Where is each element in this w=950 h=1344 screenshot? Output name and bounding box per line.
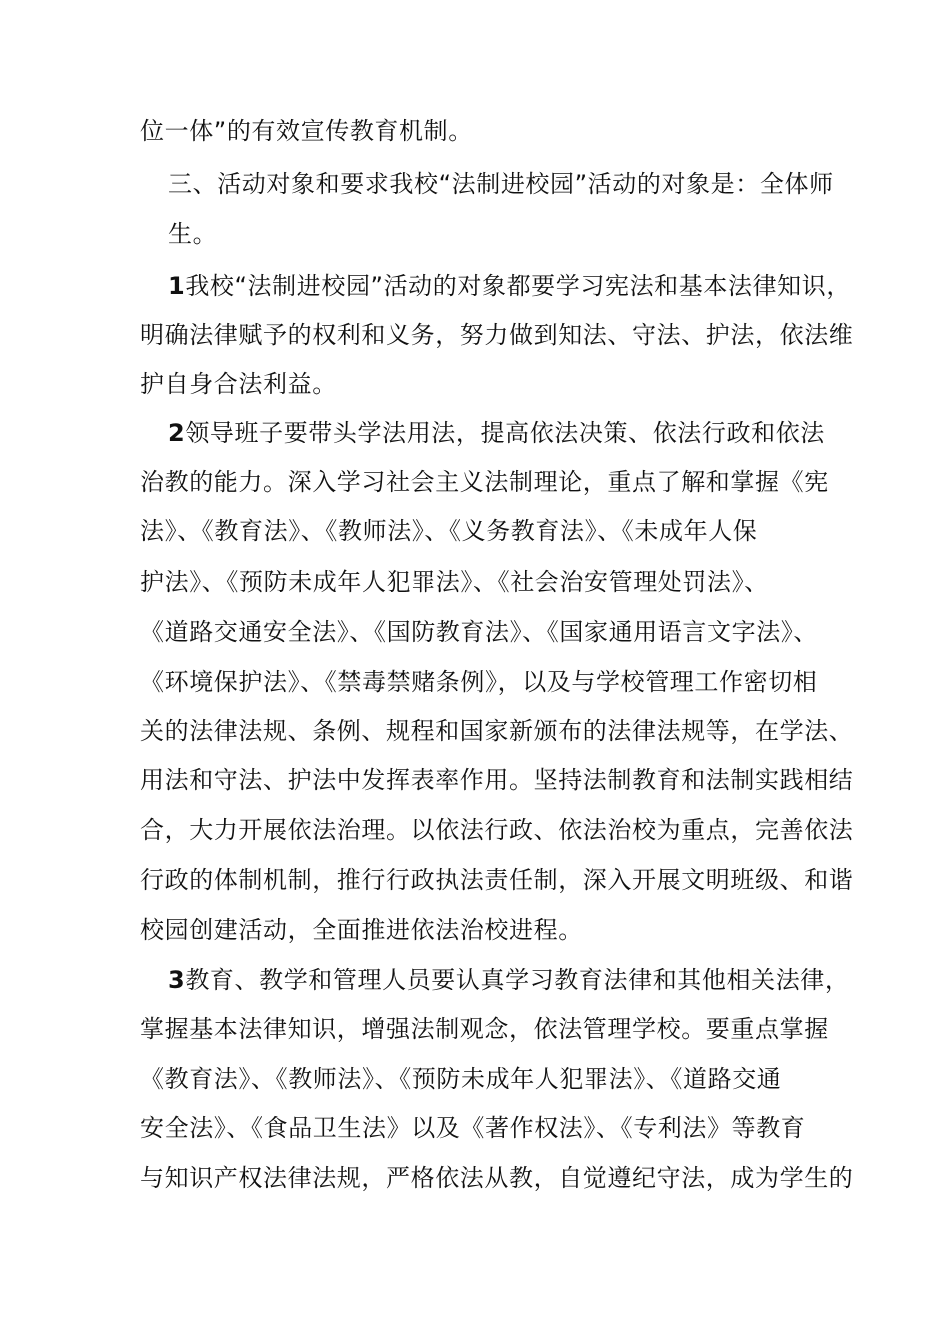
text-line: 位一体”的有效宣传教育机制。 xyxy=(140,117,473,145)
text-line: 行政的体制机制，推行行政执法责任制，深入开展文明班级、和谐 xyxy=(140,866,854,894)
item-number: 3 xyxy=(168,966,186,994)
text-line: 与知识产权法律法规，严格依法从教，自觉遵纪守法，成为学生的 xyxy=(140,1164,854,1192)
text-line: 教育、教学和管理人员要认真学习教育法律和其他相关法律， xyxy=(185,966,850,994)
text-line: 《道路交通安全法》、《国防教育法》、《国家通用语言文字法》、 xyxy=(140,618,818,646)
text-line: 我校“法制进校园”活动的对象都要学习宪法和基本法律知识， xyxy=(185,272,851,300)
text-line: 《教育法》、《教师法》、《预防未成年人犯罪法》、《道路交通 xyxy=(140,1065,782,1093)
text-line: 领导班子要带头学法用法，提高依法决策、依法行政和依法 xyxy=(185,419,825,447)
text-line: 掌握基本法律知识，增强法制观念，依法管理学校。要重点掌握 xyxy=(140,1015,829,1043)
text-line: 合，大力开展依法治理。以依法行政、依法治校为重点，完善依法 xyxy=(140,816,854,844)
text-line: 校园创建活动，全面推进依法治校进程。 xyxy=(140,916,583,944)
text-line: 治教的能力。深入学习社会主义法制理论，重点了解和掌握《宪 xyxy=(140,468,829,496)
text-line: 用法和守法、护法中发挥表率作用。坚持法制教育和法制实践相结 xyxy=(140,766,854,794)
item-number: 2 xyxy=(168,419,186,447)
text-line: 护法》、《预防未成年人犯罪法》、《社会治安管理处罚法》、 xyxy=(140,568,769,596)
list-item-3 xyxy=(168,965,850,995)
text-line: 安全法》、《食品卫生法》以及《著作权法》、《专利法》等教育 xyxy=(140,1114,806,1142)
list-item-2 xyxy=(168,418,825,448)
item-number: 1 xyxy=(168,272,186,300)
text-line: 生。 xyxy=(168,220,218,248)
text-line: 《环境保护法》、《禁毒禁赌条例》，以及与学校管理工作密切相 xyxy=(140,668,818,696)
text-line: 关的法律法规、条例、规程和国家新颁布的法律法规等，在学法、 xyxy=(140,717,854,745)
text-line: 护自身合法利益。 xyxy=(140,370,337,398)
text-line: 明确法律赋予的权利和义务，努力做到知法、守法、护法，依法维 xyxy=(140,321,854,349)
list-item-1 xyxy=(168,271,851,301)
section-heading: 三、活动对象和要求我校“法制进校园”活动的对象是：全体师 xyxy=(168,170,834,198)
text-line: 法》、《教育法》、《教师法》、《义务教育法》、《未成年人保 xyxy=(140,517,758,545)
